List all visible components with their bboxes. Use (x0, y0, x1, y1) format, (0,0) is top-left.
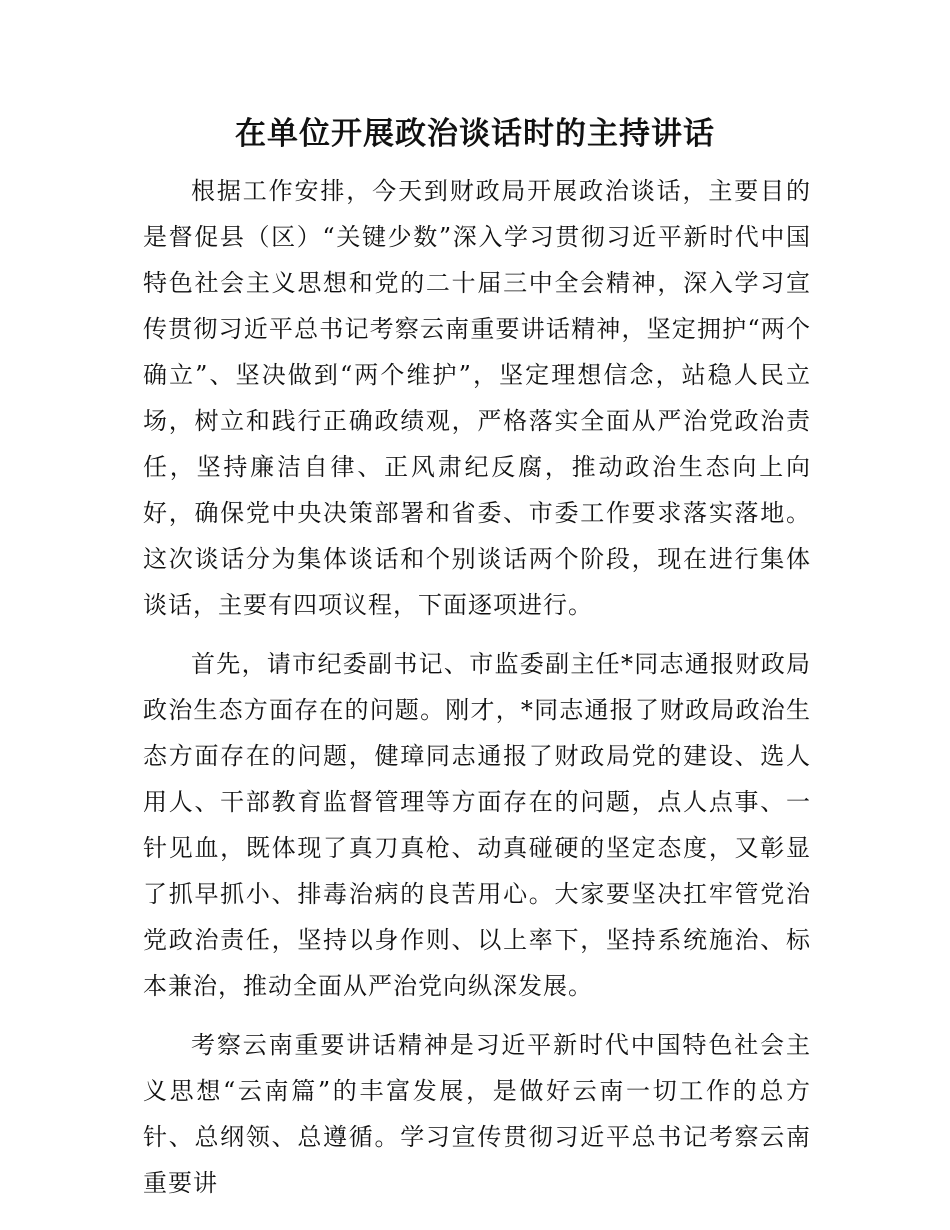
paragraph-first-agenda: 首先，请市纪委副书记、市监委副主任*同志通报财政局政治生态方面存在的问题。刚才，*同志通报了财政局政治生态方面存在的问题，健璋同志通报了财政局党的建设、选人用人、干部教育监督管理等方面存在的问题，点人点事、一针见血，既体现了真刀真枪、动真碰硬的坚定态度，又彰显了抓早抓小、排毒治病的良苦用心。大家要坚决扛牢管党治党政治责任，坚持以身作则、以上率下，坚持系统施治、标本兼治，推动全面从严治党向纵深发展。 (143, 650, 811, 1000)
document-title: 在单位开展政治谈话时的主持讲话 (235, 116, 715, 152)
paragraph-opening: 根据工作安排，今天到财政局开展政治谈话，主要目的是督促县（区）“关键少数”深入学习贯彻习近平新时代中国特色社会主义思想和党的二十届三中全会精神，深入学习宣传贯彻习近平总书记考察云南重要讲话精神，坚定拥护“两个确立”、坚决做到“两个维护”，坚定理想信念，站稳人民立场，树立和践行正确政绩观，严格落实全面从严治党政治责任，坚持廉洁自律、正风肃纪反腐，推动政治生态向上向好，确保党中央决策部署和省委、市委工作要求落实落地。这次谈话分为集体谈话和个别谈话两个阶段，现在进行集体谈话，主要有四项议程，下面逐项进行。 (143, 177, 811, 619)
paragraph-yunnan-spirit: 考察云南重要讲话精神是习近平新时代中国特色社会主义思想“云南篇”的丰富发展，是做好云南一切工作的总方针、总纲领、总遵循。学习宣传贯彻习近平总书记考察云南重要讲 (143, 1031, 811, 1197)
document-body (143, 168, 811, 1219)
